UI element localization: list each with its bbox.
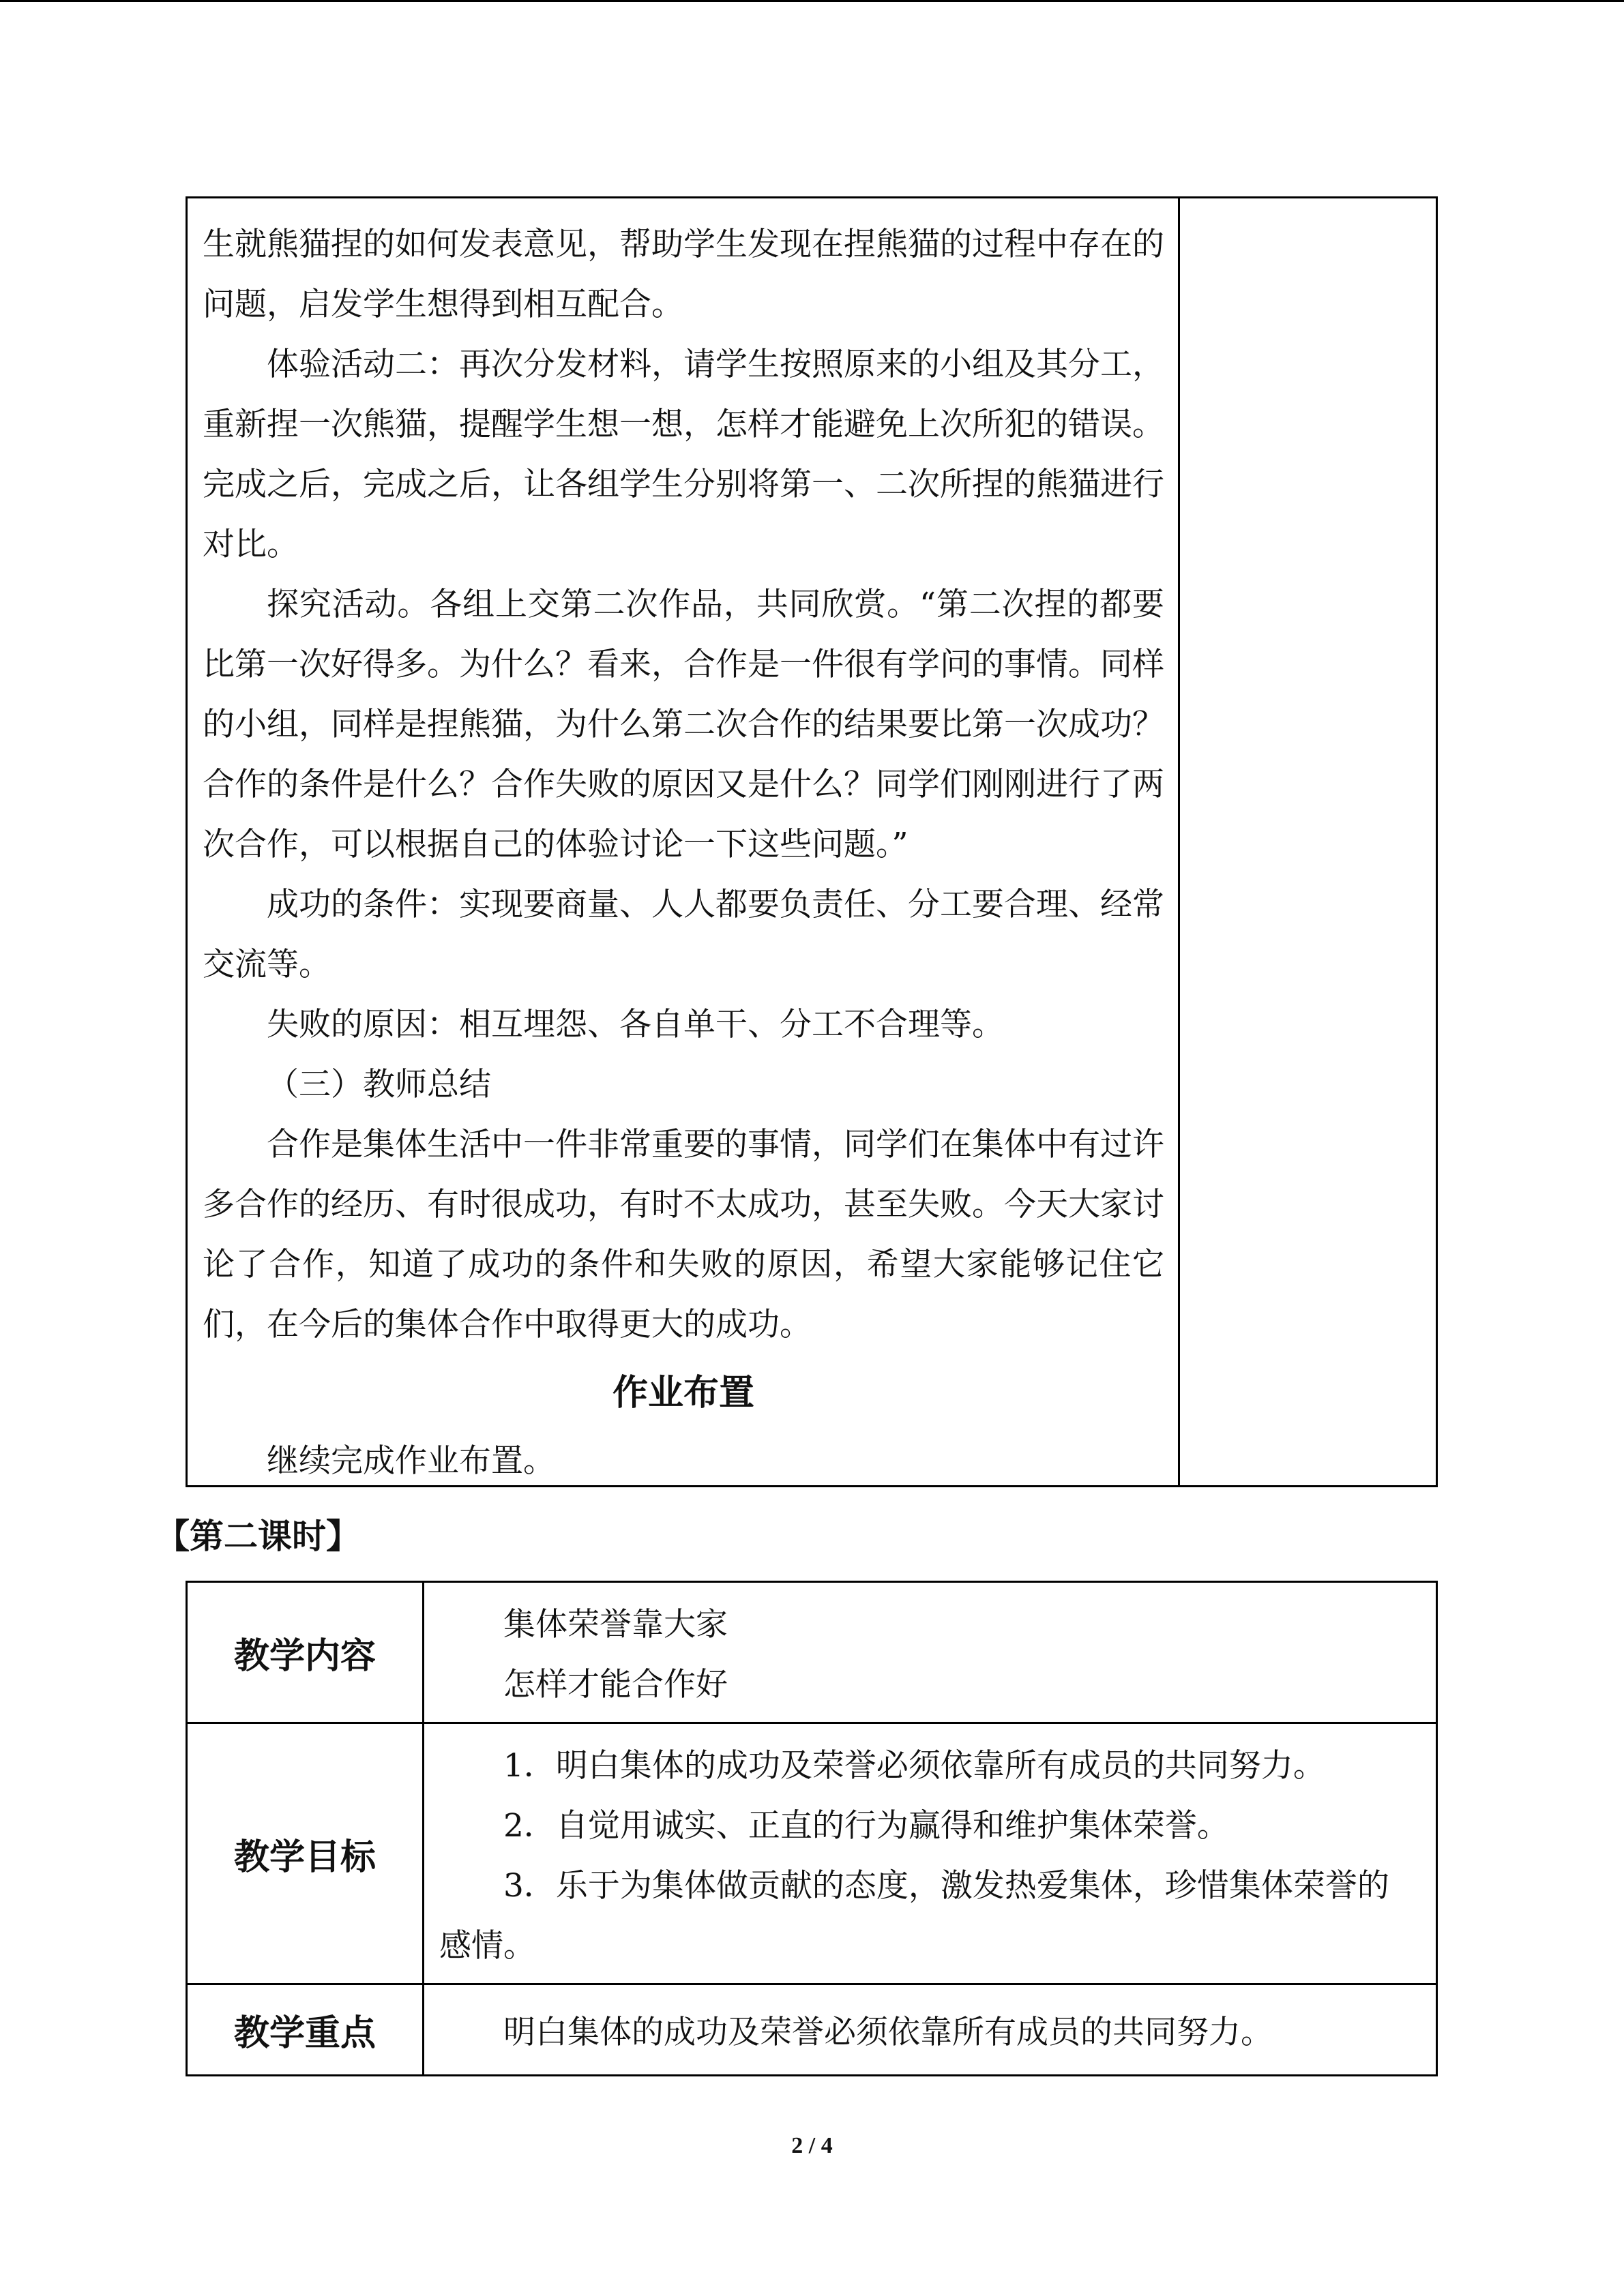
lesson-two-title: 【第二课时】: [156, 1517, 360, 1556]
paragraph-success-conditions: 成功的条件：实现要商量、人人都要负责任、分工要合理、经常交流等。: [203, 886, 1164, 983]
paragraph-teacher-summary-heading: （三）教师总结: [267, 1066, 491, 1103]
focus-line: 明白集体的成功及荣誉必须依靠所有成员的共同努力。: [503, 2013, 1273, 2051]
page-number: 2 / 4: [791, 2133, 833, 2158]
paragraph-activity-two: 体验活动二：再次分发材料，请学生按照原来的小组及其分工，重新捏一次熊猫，提醒学生想一想，怎样才能避免上次所犯的错误。完成之后，完成之后，让各组学生分别将第一、二次所捏的熊猫进行对比。: [203, 346, 1164, 563]
homework-text: 继续完成作业布置。: [267, 1442, 555, 1480]
paragraph-failure-reasons: 失败的原因：相互埋怨、各自单干、分工不合理等。: [267, 1006, 1004, 1043]
goal-line: 3．乐于为集体做贡献的态度，激发热爱集体，珍惜集体荣誉的感情。: [439, 1867, 1389, 1965]
goal-line: 1．明白集体的成功及荣誉必须依靠所有成员的共同努力。: [503, 1747, 1325, 1785]
goal-line: 2．自觉用诚实、正直的行为赢得和维护集体荣誉。: [503, 1807, 1229, 1845]
top-border-line: [0, 0, 1624, 2]
label-teaching-content: 教学内容: [187, 1582, 424, 1723]
paragraph-discussion: 生就熊猫捏的如何发表意见，帮助学生发现在捏熊猫的过程中存在的问题，启发学生想得到相互配合。: [203, 226, 1164, 323]
homework-heading: 作业布置: [612, 1373, 754, 1414]
cell-teaching-content: [424, 1582, 1437, 1723]
lesson-process-cell: [203, 215, 1164, 1491]
row-teaching-focus: [187, 1984, 1437, 2076]
row-teaching-content: [187, 1582, 1437, 1723]
cell-teaching-focus: [424, 1984, 1437, 2076]
content-line: 集体荣誉靠大家: [503, 1606, 728, 1643]
paragraph-teacher-summary: 合作是集体生活中一件非常重要的事情，同学们在集体中有过许多合作的经历、有时很成功，有时不太成功，甚至失败。今天大家讨论了合作，知道了成功的条件和失败的原因，希望大家能够记住它们，在今后的集体合作中取得更大的成功。: [203, 1126, 1164, 1343]
lesson-two-table: [186, 1581, 1438, 2076]
label-teaching-focus: 教学重点: [187, 1984, 424, 2076]
label-teaching-goals: 教学目标: [187, 1723, 424, 1984]
content-line: 怎样才能合作好: [503, 1666, 728, 1703]
table-column-divider: [1178, 198, 1180, 1485]
row-teaching-goals: [187, 1723, 1437, 1984]
lesson-process-table: [186, 196, 1438, 1487]
cell-teaching-goals: [424, 1723, 1437, 1984]
paragraph-inquiry: 探究活动。各组上交第二次作品，共同欣赏。“第二次捏的都要比第一次好得多。为什么？看来，合作是一件很有学问的事情。同样的小组，同样是捏熊猫，为什么第二次合作的结果要比第一次成功？合作的条件是什么？合作失败的原因又是什么？同学们刚刚进行了两次合作，可以根据自己的体验讨论一下这些问题。”: [203, 586, 1164, 863]
